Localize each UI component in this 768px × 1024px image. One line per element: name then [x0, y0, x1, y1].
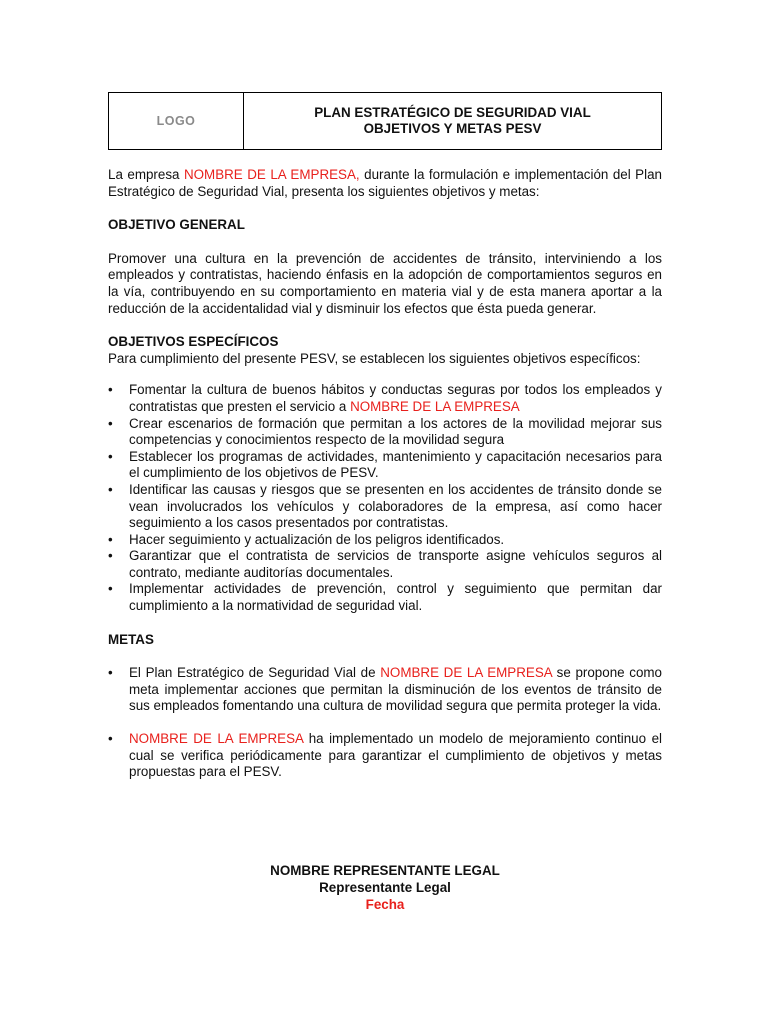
intro-text-before: La empresa: [108, 167, 184, 182]
list-item: • Garantizar que el contratista de servicios de transporte asigne vehículos seguros al contrato, mediante auditorías documentales.: [108, 548, 662, 581]
metas-list: [108, 665, 662, 781]
intro-paragraph: [108, 167, 662, 200]
signature-date: Fecha: [365, 897, 405, 912]
signature-block: [108, 862, 662, 913]
representative-role: Representante Legal: [319, 880, 451, 895]
objetivo-general-heading: OBJETIVO GENERAL: [108, 217, 245, 233]
list-item: [108, 665, 662, 715]
objetivos-especificos-intro: Para cumplimiento del presente PESV, se establecen los siguientes objetivos específicos:: [108, 350, 641, 366]
list-item: • Crear escenarios de formación que permitan a los actores de la movilidad mejorar sus competencias y conocimientos respecto de la movilidad segura: [108, 416, 662, 449]
list-item: [108, 382, 662, 415]
list-item-text-after: se propone como meta implementar acciones que permitan la disminución de los eventos de tránsito de sus empleados fomentando una cultura de movilidad segura que permita proteger la vida.: [129, 665, 662, 714]
list-item-text: Fomentar la cultura de buenos hábitos y conductas seguras por todos los empleados y contratistas que presten el servicio a: [129, 382, 662, 414]
list-item-text-after: ha implementado un modelo de mejoramiento continuo el cual se verifica periódicamente para garantizar el cumplimiento de objetivos y metas propuestas para el PESV.: [129, 731, 662, 780]
list-item: • Implementar actividades de prevención, control y seguimiento que permitan dar cumplimiento a la normatividad de seguridad vial.: [108, 581, 662, 614]
objetivos-especificos-list: [108, 382, 662, 614]
logo-placeholder: LOGO: [109, 93, 244, 150]
metas-heading: METAS: [108, 631, 154, 647]
company-placeholder: NOMBRE DE LA EMPRESA,: [183, 167, 360, 182]
representative-name: NOMBRE REPRESENTANTE LEGAL: [270, 863, 500, 878]
intro-text-after: durante la formulación e implementación del Plan Estratégico de Seguridad Vial, presenta los siguientes objetivos y metas:: [108, 167, 662, 199]
company-placeholder: NOMBRE DE LA EMPRESA: [380, 665, 552, 681]
list-item-text: El Plan Estratégico de Seguridad Vial de: [129, 665, 381, 681]
document-title: [244, 93, 662, 150]
list-item: [108, 731, 662, 781]
title-line-2: OBJETIVOS Y METAS PESV: [363, 121, 542, 136]
objetivos-especificos-heading: OBJETIVOS ESPECÍFICOS: [108, 334, 279, 350]
title-line-1: PLAN ESTRATÉGICO DE SEGURIDAD VIAL: [314, 105, 591, 120]
objetivo-general-text: Promover una cultura en la prevención de accidentes de tránsito, interviniendo a los empleados y contratistas, haciendo énfasis en la adopción de comportamientos seguros en la vía, contribuyendo en su comportamiento en materia vial y de esta manera aportar a la reducción de la accidentalidad vial y disminuir los efectos que ésta pueda generar.: [108, 250, 662, 316]
company-placeholder: NOMBRE DE LA EMPRESA: [350, 398, 520, 414]
document-page: [108, 92, 662, 912]
list-item: • Hacer seguimiento y actualización de los peligros identificados.: [108, 532, 662, 549]
header-table: [108, 92, 662, 150]
list-item: • Establecer los programas de actividades, mantenimiento y capacitación necesarios para el cumplimiento de los objetivos de PESV.: [108, 449, 662, 482]
company-placeholder: NOMBRE DE LA EMPRESA: [129, 731, 304, 747]
list-item: • Identificar las causas y riesgos que se presenten en los accidentes de tránsito donde se vean involucrados los vehículos y colaboradores de la empresa, así como hacer seguimiento a los casos presentados por contratistas.: [108, 482, 662, 532]
